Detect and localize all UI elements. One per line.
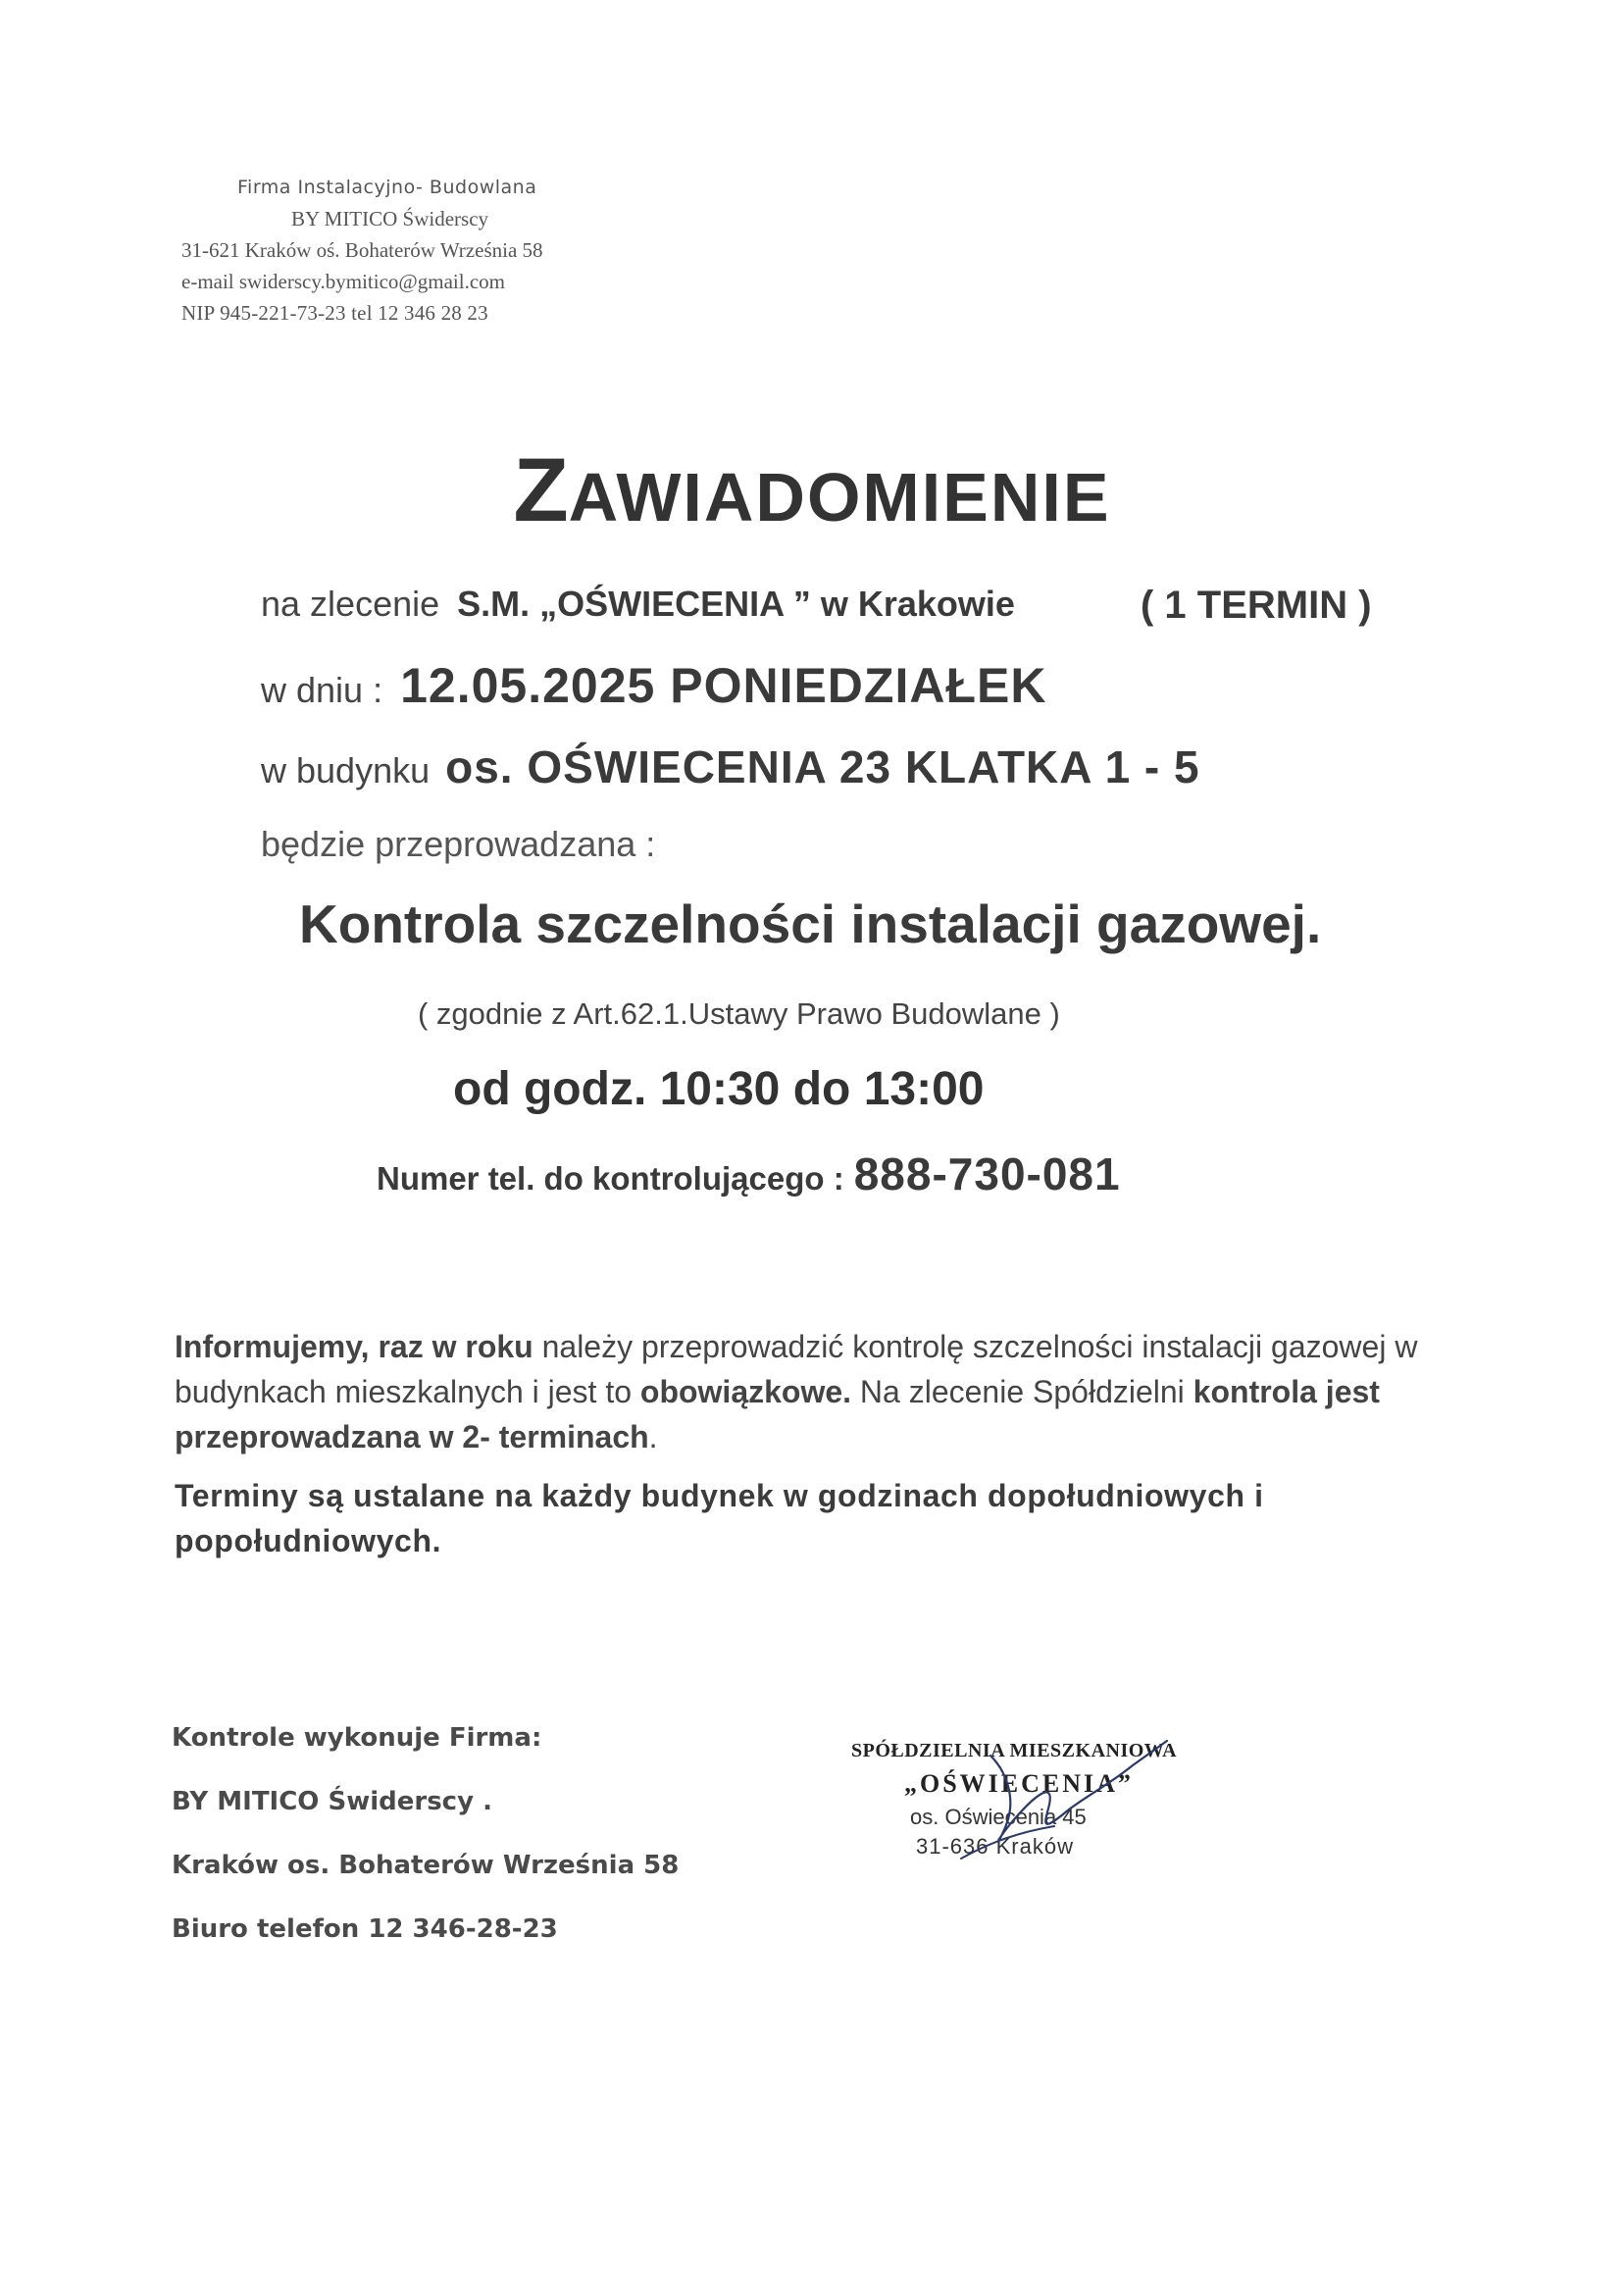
title-rest: AWIADOMIENIE	[568, 459, 1111, 535]
company-name: BY MITICO Świderscy	[291, 207, 489, 230]
stamp-line-3: os. Oświecenia 45	[910, 1805, 1087, 1829]
info-lead: Informujemy, raz w roku	[175, 1329, 533, 1364]
date-row	[261, 657, 1046, 714]
date-label: w dniu :	[261, 670, 383, 710]
contractor-footer	[172, 1721, 679, 1976]
info-text-1: należy przeprowadzić kontrolę szczelności instalacji gazowej w budynkach mieszkalnych i jest to	[175, 1329, 1418, 1409]
footer-line-4: Biuro telefon 12 346-28-23	[172, 1914, 558, 1944]
building-value: os. OŚWIECENIA 23 KLATKA 1 - 5	[445, 741, 1200, 792]
phone-number: 888-730-081	[853, 1148, 1121, 1199]
inspector-phone-row	[377, 1147, 1121, 1200]
title-initial: Z	[513, 440, 569, 540]
company-email: e-mail swiderscy.bymitico@gmail.com	[181, 270, 505, 293]
term-badge: ( 1 TERMIN )	[1141, 584, 1372, 627]
commission-org: S.M. „OŚWIECENIA ” w Krakowie	[457, 584, 1015, 624]
info-terms: kontrola jest przeprowadzana w 2- terminach	[175, 1374, 1380, 1454]
info-text-2: Na zlecenie Spółdzielni	[851, 1374, 1193, 1409]
info-mandatory: obowiązkowe.	[639, 1374, 852, 1409]
date-value: 12.05.2025 PONIEDZIAŁEK	[400, 658, 1047, 713]
legal-basis: ( zgodnie z Art.62.1.Ustawy Prawo Budowlane )	[418, 996, 1060, 1031]
company-header	[181, 172, 543, 329]
footer-line-1: Kontrole wykonuje Firma:	[172, 1723, 542, 1753]
building-row	[261, 740, 1200, 793]
building-label: w budynku	[261, 750, 431, 790]
commission-row	[261, 584, 1372, 627]
will-be-text: będzie przeprowadzana :	[261, 824, 656, 864]
stamp-line-2: „OŚWIECENIA”	[904, 1769, 1134, 1798]
signature-icon	[843, 1726, 1255, 1903]
cooperative-stamp	[843, 1726, 1255, 1903]
phone-label: Numer tel. do kontrolującego :	[377, 1160, 844, 1197]
inspection-hours: od godz. 10:30 do 13:00	[453, 1063, 985, 1115]
info-period: .	[648, 1419, 658, 1454]
company-type: Firma Instalacyjno- Budowlana	[237, 177, 537, 198]
inspection-subject: Kontrola szczelności instalacji gazowej.	[299, 893, 1322, 954]
footer-line-2: BY MITICO Świderscy .	[172, 1787, 492, 1816]
commission-label: na zlecenie	[261, 584, 440, 624]
info-block	[175, 1324, 1449, 1563]
stamp-line-1: SPÓŁDZIELNIA MIESZKANIOWA	[851, 1740, 1178, 1761]
company-address: 31-621 Kraków oś. Bohaterów Września 58	[181, 238, 543, 262]
stamp-line-4: 31-636 Kraków	[916, 1834, 1074, 1859]
document-title	[0, 439, 1624, 542]
info-paragraph-1	[175, 1324, 1449, 1459]
company-nip-phone: NIP 945-221-73-23 tel 12 346 28 23	[181, 301, 488, 325]
info-paragraph-2: Terminy są ustalane na każdy budynek w godzinach dopołudniowych i popołudniowych.	[175, 1478, 1264, 1558]
footer-line-3: Kraków os. Bohaterów Września 58	[172, 1851, 680, 1880]
